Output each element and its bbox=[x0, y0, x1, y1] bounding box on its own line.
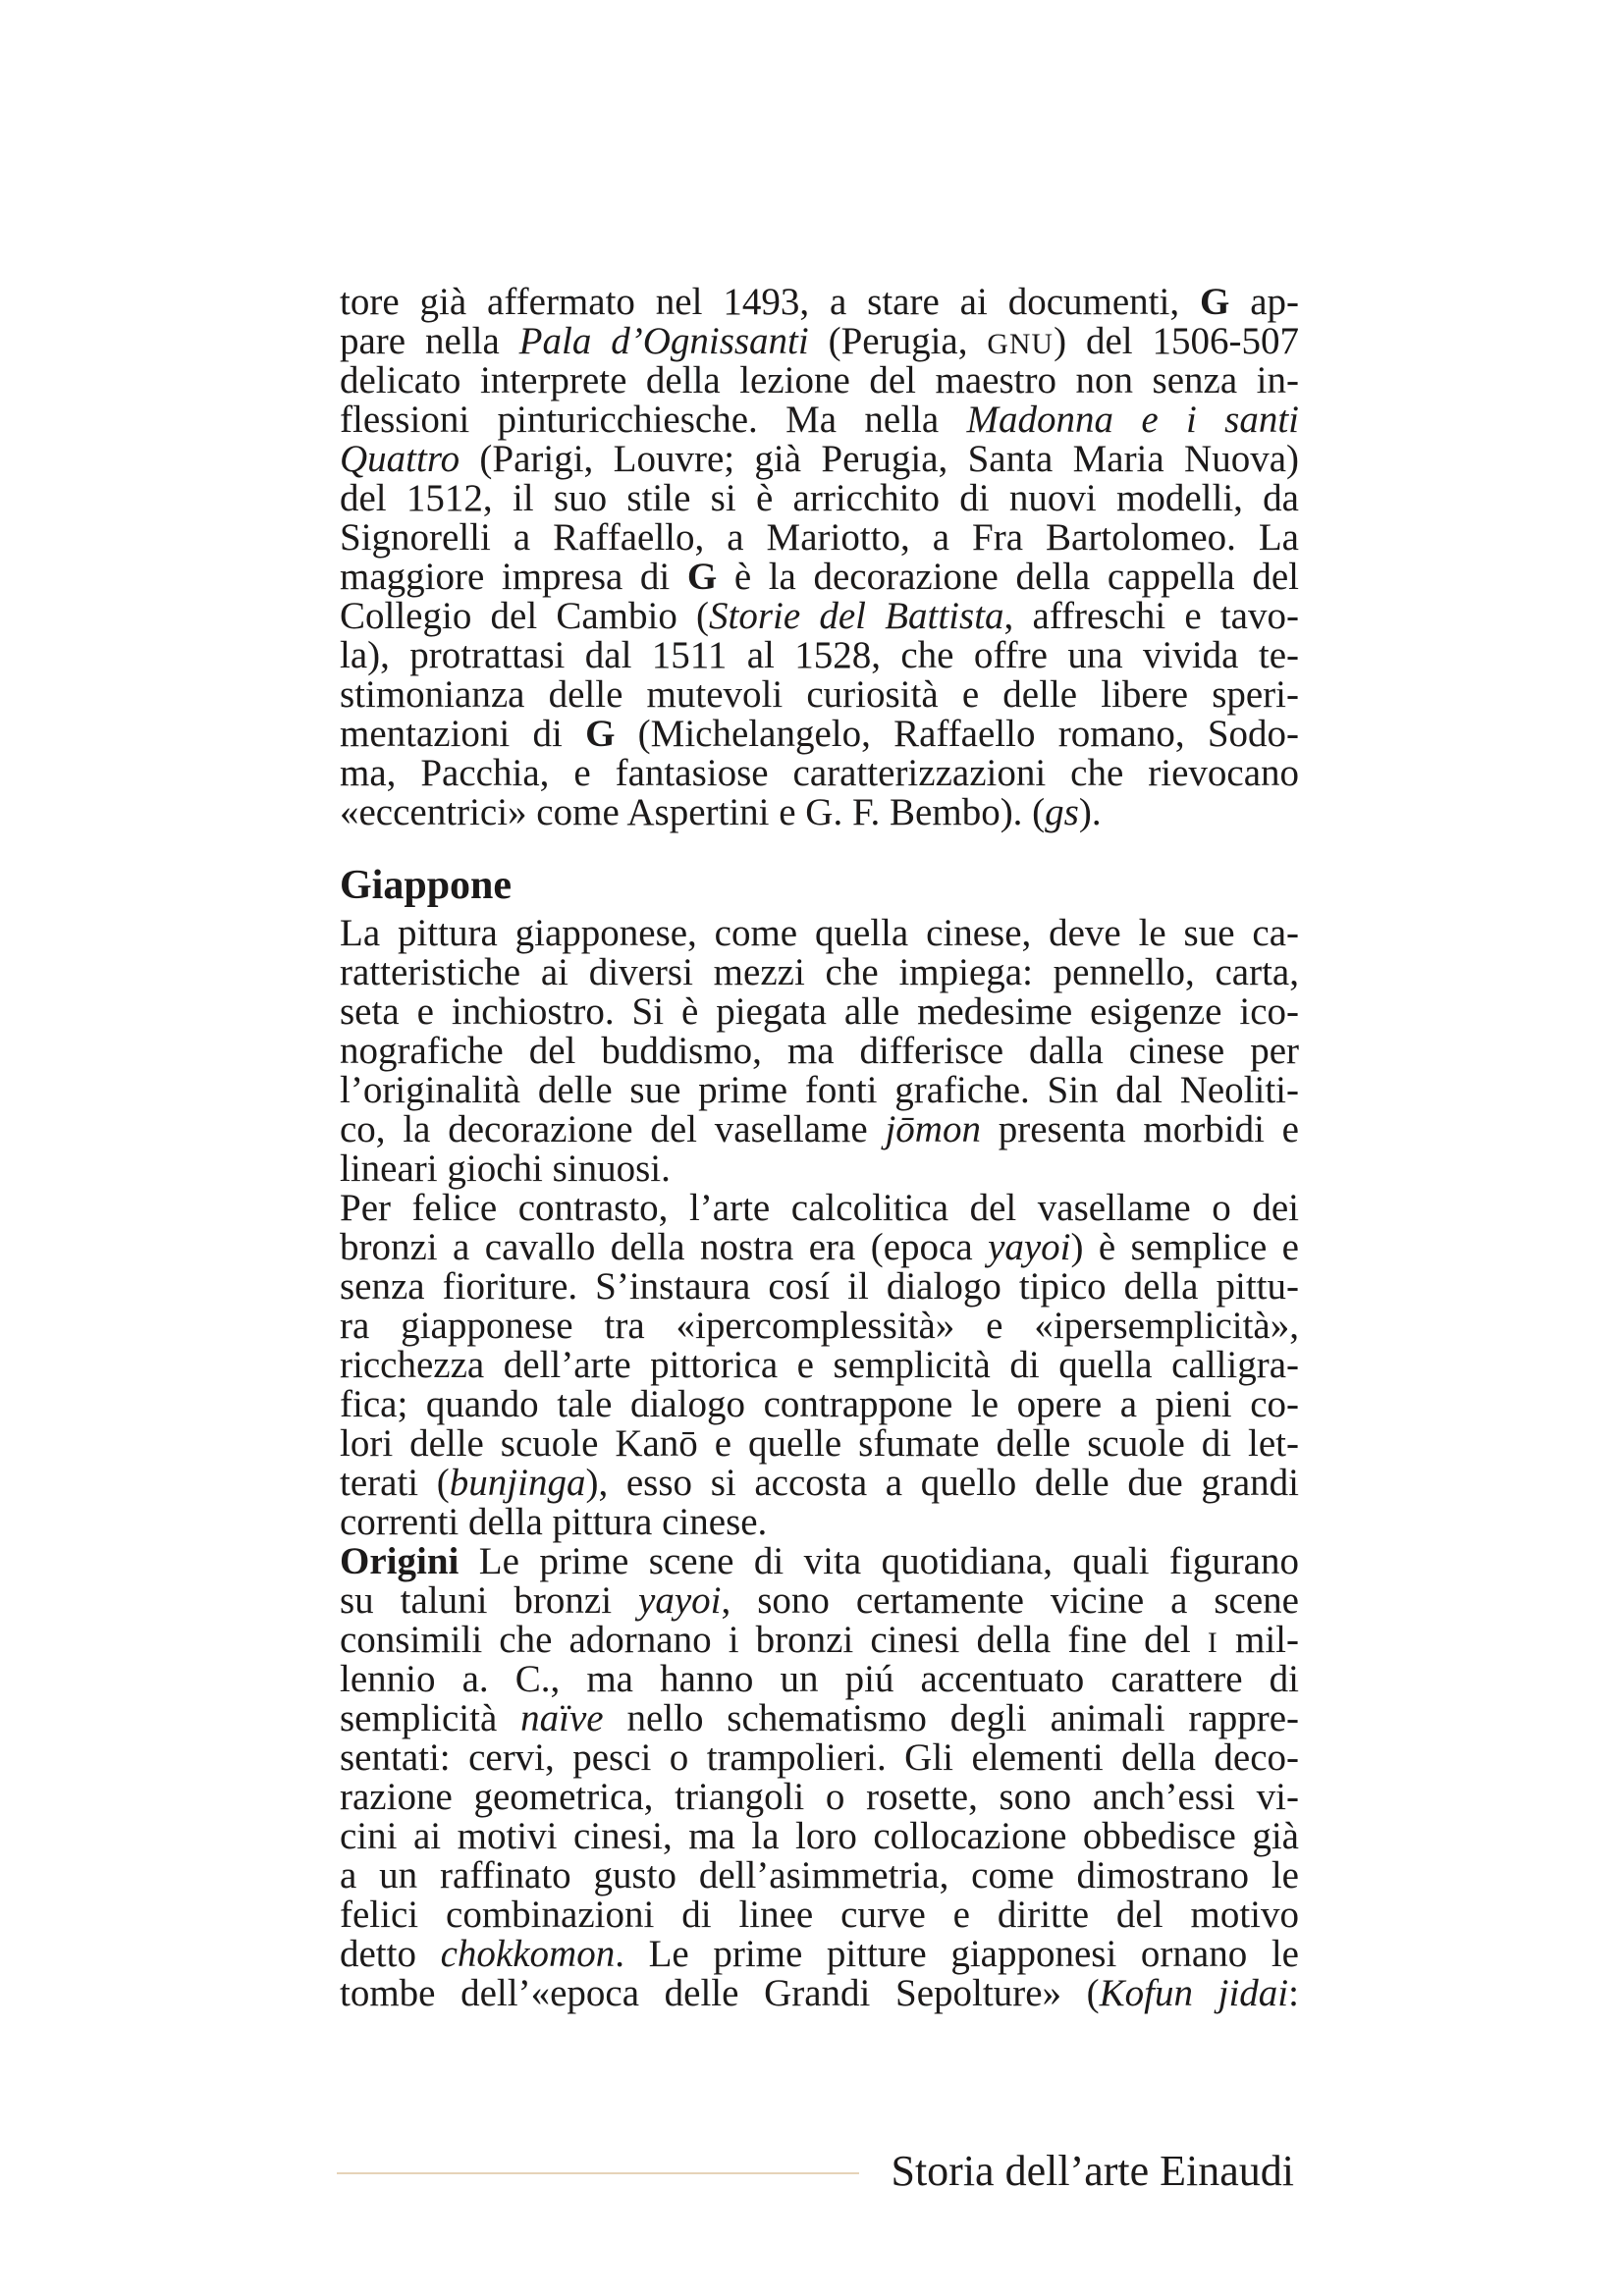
text-run: ) è semplice e bbox=[1070, 1226, 1299, 1268]
text-line bbox=[340, 1817, 1299, 1856]
text-run: Le prime scene di vita quotidiana, quali figurano bbox=[459, 1540, 1299, 1582]
text-column bbox=[340, 283, 1299, 2013]
text-run: senza fioriture. S’instaura cosí il dialogo tipico della pittu- bbox=[340, 1265, 1299, 1308]
small-caps-text: GNU bbox=[987, 329, 1055, 360]
text-line bbox=[340, 1464, 1299, 1503]
text-line bbox=[340, 1542, 1299, 1581]
text-line bbox=[340, 361, 1299, 400]
italic-text: Storie del Battista bbox=[709, 595, 1004, 637]
text-run: ra giapponese tra «ipercomplessità» e «ipersemplicità», bbox=[340, 1305, 1299, 1347]
text-run: «eccentrici» come Aspertini e G. F. Bembo). ( bbox=[340, 791, 1046, 833]
text-run: Per felice contrasto, l’arte calcolitica del vasellame o dei bbox=[340, 1187, 1299, 1229]
text-run: tore già affermato nel 1493, a stare ai documenti, bbox=[340, 281, 1200, 323]
text-line bbox=[340, 1149, 1299, 1189]
text-line bbox=[340, 992, 1299, 1032]
text-line bbox=[340, 558, 1299, 597]
text-run: bronzi a cavallo della nostra era (epoca bbox=[340, 1226, 989, 1268]
text-run: (Michelangelo, Raffaello romano, Sodo- bbox=[615, 713, 1300, 755]
text-run: consimili che adornano i bronzi cinesi della fine del bbox=[340, 1619, 1208, 1661]
text-run: mentazioni di bbox=[340, 713, 586, 755]
text-line bbox=[340, 322, 1299, 361]
text-run: ratteristiche ai diversi mezzi che impiega: pennello, carta, bbox=[340, 951, 1299, 993]
text-line bbox=[340, 1228, 1299, 1267]
text-run: semplicità bbox=[340, 1697, 521, 1739]
text-line bbox=[340, 440, 1299, 479]
text-line bbox=[340, 597, 1299, 636]
text-line bbox=[340, 1660, 1299, 1699]
text-line bbox=[340, 1110, 1299, 1149]
text-line bbox=[340, 1424, 1299, 1464]
text-line bbox=[340, 1346, 1299, 1385]
text-run: La pittura giapponese, come quella cinese, deve le sue ca- bbox=[340, 912, 1299, 954]
text-run: tombe dell’«epoca delle Grandi Sepolture» ( bbox=[340, 1972, 1100, 2014]
text-run: cini ai motivi cinesi, ma la loro collocazione obbedisce già bbox=[340, 1815, 1299, 1857]
text-run: seta e inchiostro. Si è piegata alle medesime esigenze ico- bbox=[340, 990, 1299, 1033]
text-run: ma, Pacchia, e fantasiose caratterizzazioni che rievocano bbox=[340, 752, 1299, 794]
italic-text: yayoi bbox=[638, 1579, 722, 1622]
bold-text: Origini bbox=[340, 1540, 460, 1582]
small-caps-text: I bbox=[1207, 1628, 1218, 1659]
text-run: co, la decorazione del vasellame bbox=[340, 1108, 886, 1150]
text-line bbox=[340, 953, 1299, 992]
text-line bbox=[340, 914, 1299, 953]
text-line bbox=[340, 1935, 1299, 1974]
text-run: correnti della pittura cinese. bbox=[340, 1501, 768, 1543]
text-line bbox=[340, 1267, 1299, 1307]
text-line bbox=[340, 1189, 1299, 1228]
text-run: nello schematismo degli animali rappre- bbox=[603, 1697, 1299, 1739]
paragraph bbox=[340, 1542, 1299, 2013]
text-run: . Le prime pitture giapponesi ornano le bbox=[615, 1933, 1299, 1975]
text-run: detto bbox=[340, 1933, 441, 1975]
text-run: terati ( bbox=[340, 1462, 450, 1504]
text-line bbox=[340, 1385, 1299, 1424]
text-line bbox=[340, 479, 1299, 518]
text-line bbox=[340, 1071, 1299, 1110]
text-run: è la decorazione della cappella del bbox=[717, 556, 1299, 598]
text-run: felici combinazioni di linee curve e diritte del motivo bbox=[340, 1894, 1299, 1936]
text-run: sentati: cervi, pesci o trampolieri. Gli elementi della deco- bbox=[340, 1736, 1299, 1779]
text-run: a un raffinato gusto dell’asimmetria, come dimostrano le bbox=[340, 1854, 1299, 1896]
text-line bbox=[340, 1503, 1299, 1542]
text-run: su taluni bronzi bbox=[340, 1579, 639, 1622]
italic-text: Kofun jidai bbox=[1099, 1972, 1289, 2014]
text-run: maggiore impresa di bbox=[340, 556, 687, 598]
text-run: stimonianza delle mutevoli curiosità e delle libere speri- bbox=[340, 673, 1299, 716]
bold-text: G bbox=[1199, 281, 1230, 323]
text-run: mil- bbox=[1217, 1619, 1299, 1661]
text-run: la), protrattasi dal 1511 al 1528, che offre una vivida te- bbox=[340, 634, 1299, 676]
text-run: ap- bbox=[1229, 281, 1299, 323]
text-run: lineari giochi sinuosi. bbox=[340, 1148, 671, 1190]
text-run: delicato interprete della lezione del maestro non senza in- bbox=[340, 359, 1299, 401]
text-line bbox=[340, 1974, 1299, 2013]
text-run: (Parigi, Louvre; già Perugia, Santa Maria Nuova) bbox=[460, 438, 1299, 480]
text-run: razione geometrica, triangoli o rosette, sono anch’essi vi- bbox=[340, 1776, 1299, 1818]
italic-text: yayoi bbox=[988, 1226, 1071, 1268]
text-line bbox=[340, 1856, 1299, 1896]
text-line bbox=[340, 1032, 1299, 1071]
text-run: Collegio del Cambio ( bbox=[340, 595, 710, 637]
paragraph bbox=[340, 1189, 1299, 1542]
text-line bbox=[340, 283, 1299, 322]
text-line bbox=[340, 636, 1299, 675]
text-line bbox=[340, 1621, 1299, 1660]
text-run: lennio a. C., ma hanno un piú accentuato carattere di bbox=[340, 1658, 1299, 1700]
text-line bbox=[340, 1581, 1299, 1621]
text-line bbox=[340, 400, 1299, 440]
text-run: : bbox=[1288, 1972, 1299, 2014]
italic-text: chokkomon bbox=[440, 1933, 616, 1975]
section-heading: Giappone bbox=[340, 863, 513, 908]
text-run: flessioni pinturicchiesche. Ma nella bbox=[340, 399, 967, 441]
text-run: (Perugia, bbox=[808, 320, 988, 362]
text-run: ricchezza dell’arte pittorica e semplicità di quella calligra- bbox=[340, 1344, 1299, 1386]
text-run: nografiche del buddismo, ma differisce dalla cinese per bbox=[340, 1030, 1299, 1072]
text-run: del 1512, il suo stile si è arricchito di nuovi modelli, da bbox=[340, 477, 1299, 519]
text-run: presenta morbidi e bbox=[980, 1108, 1299, 1150]
text-line bbox=[340, 1896, 1299, 1935]
text-run: pare nella bbox=[340, 320, 519, 362]
text-run: , affreschi e tavo- bbox=[1003, 595, 1299, 637]
text-line bbox=[340, 1699, 1299, 1738]
italic-text: Quattro bbox=[340, 438, 460, 480]
text-run: lori delle scuole Kanō e quelle sfumate delle scuole di let- bbox=[340, 1422, 1299, 1465]
text-line bbox=[340, 754, 1299, 793]
text-line bbox=[340, 1307, 1299, 1346]
text-run: ). bbox=[1078, 791, 1102, 833]
text-line bbox=[340, 518, 1299, 558]
italic-text: gs bbox=[1045, 791, 1079, 833]
text-line bbox=[340, 1738, 1299, 1778]
footer-rule bbox=[337, 2172, 859, 2174]
text-run: fica; quando tale dialogo contrappone le opere a pieni co- bbox=[340, 1383, 1299, 1425]
paragraph bbox=[340, 914, 1299, 1189]
text-run: l’originalità delle sue prime fonti grafiche. Sin dal Neoliti- bbox=[340, 1069, 1299, 1111]
italic-text: bunjinga bbox=[449, 1462, 586, 1504]
text-line bbox=[340, 675, 1299, 715]
bold-text: G bbox=[686, 556, 718, 598]
bold-text: G bbox=[585, 713, 616, 755]
text-line bbox=[340, 793, 1299, 832]
italic-text: naïve bbox=[520, 1697, 604, 1739]
italic-text: jōmon bbox=[885, 1108, 981, 1150]
text-run: ), esso si accosta a quello delle due grandi bbox=[585, 1462, 1299, 1504]
text-line bbox=[340, 1778, 1299, 1817]
text-run: Signorelli a Raffaello, a Mariotto, a Fra Bartolomeo. La bbox=[340, 516, 1299, 559]
text-run: ) del 1506-507 bbox=[1054, 320, 1300, 362]
paragraph bbox=[340, 283, 1299, 832]
italic-text: Madonna e i santi bbox=[966, 399, 1299, 441]
text-run: , sono certamente vicine a scene bbox=[721, 1579, 1299, 1622]
text-line bbox=[340, 715, 1299, 754]
italic-text: Pala d’Ognissanti bbox=[518, 320, 809, 362]
footer-title: Storia dell’arte Einaudi bbox=[891, 2147, 1294, 2195]
